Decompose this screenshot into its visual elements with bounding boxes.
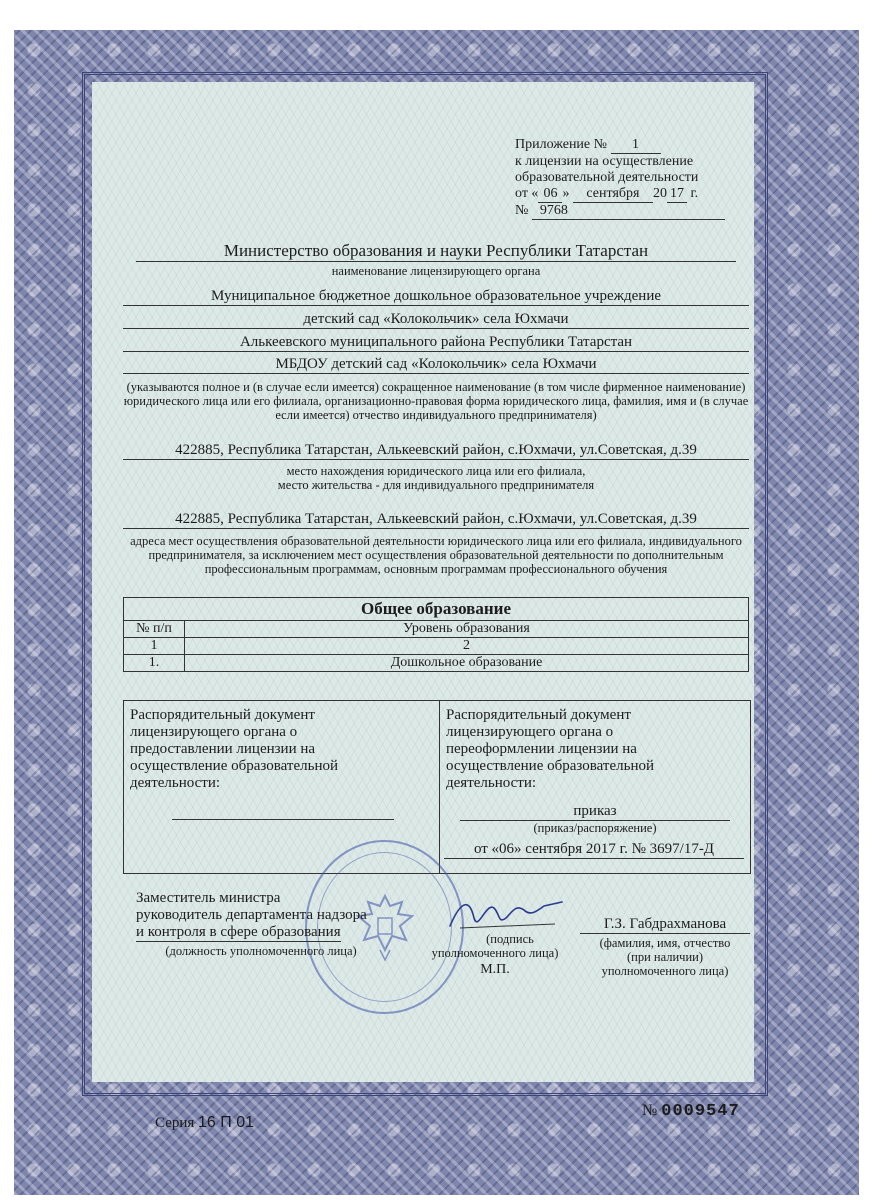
index-col2: 2 [185,638,749,655]
reissue-document-text: Распорядительный документ лицензирующего органа о переоформлении лицензии на осуществление образовательной деятельности: [446,707,654,791]
date-prefix: от « [515,186,539,201]
reissue-order: от «06» сентября 2017 г. № 3697/17-Д [444,841,744,859]
signer-name: Г.З. Габдрахманова [580,916,750,934]
licensee-caption: (указываются полное и (в случае если имеется) сокращенное наименование (в том числе фирменное наименование) юридического лица или его филиала, организационно-правовая форма юридического лица, фамилия, имя и (в случае если имеется) отчество индивидуального предпринимателя) [123,380,749,422]
year-suffix: 17 [667,186,687,203]
appendix-line2: к лицензии на осуществление [515,154,694,169]
position-line2: руководитель департамента надзора [136,907,367,923]
form-number-value: 0009547 [661,1102,740,1121]
form-number-label: № [642,1102,658,1119]
table-index-row [124,638,749,655]
row-level: Дошкольное образование [185,655,749,672]
sign-caption2: уполномоченного лица) [431,946,559,960]
form-number [642,1102,740,1121]
table-title: Общее образование [124,598,749,621]
index-col1: 1 [124,638,185,655]
table-row [124,655,749,672]
series-label: Серия [155,1115,195,1131]
licensee-line2: детский сад «Колокольчик» села Юхмачи [123,310,749,329]
header-level: Уровень образования [185,621,749,638]
reissue-document [440,701,750,873]
location-caption2: место жительства - для индивидуального предпринимателя [277,478,595,492]
grant-document-blank [172,819,394,820]
date-day: 06 [538,186,562,203]
date-month: сентября [573,186,653,203]
appendix-number: 1 [611,137,661,154]
licensee-line4: МБДОУ детский сад «Колокольчик» села Юхмачи [123,355,749,374]
appendix-label: Приложение № [515,137,607,152]
reissue-type-caption: (приказ/распоряжение) [533,821,657,835]
reissue-type: приказ [460,803,730,821]
signer-position [136,890,406,942]
seal-label: М.П. [480,962,510,977]
position-caption: (должность уполномоченного лица) [165,944,357,958]
licensee-line3: Алькеевского муниципального района Республики Татарстан [123,333,749,352]
position-line3: и контроля в сфере образования [136,924,341,940]
name-caption2: (при наличии) [626,950,704,964]
appendix-line3: образовательной деятельности [515,170,699,185]
admin-documents [123,700,751,874]
authority-name: Министерство образования и науки Республики Татарстан [136,241,736,262]
reg-label: № [515,203,529,218]
row-number: 1. [124,655,185,672]
activity-caption: адреса мест осуществления образовательной деятельности юридического лица или его филиала, индивидуального предпринимателя, за исключением мест осуществления образовательной деятельности по дополнительным профессиональным программам, основным программам профессионального обучения [130,534,742,576]
activity-address: 422885, Республика Татарстан, Алькеевский район, с.Юхмачи, ул.Советская, д.39 [123,510,749,529]
name-caption1: (фамилия, имя, отчество [599,936,731,950]
reg-number: 9768 [532,203,725,220]
education-table [123,597,749,672]
appendix-header [515,137,750,220]
authority-caption: наименование лицензирующего органа [331,264,541,278]
handwritten-signature-icon [440,888,570,938]
location-address: 422885, Республика Татарстан, Алькеевский район, с.Юхмачи, ул.Советская, д.39 [123,441,749,460]
name-caption3: уполномоченного лица) [601,964,729,978]
header-number: № п/п [124,621,185,638]
table-title-row [124,598,749,621]
year-end: г. [690,186,699,201]
position-line1: Заместитель министра [136,890,281,906]
location-caption1: место нахождения юридического лица или его филиала, [286,464,586,478]
sign-caption1: (подпись [486,932,534,946]
series [155,1114,254,1132]
table-header-row [124,621,749,638]
licensee-line1: Муниципальное бюджетное дошкольное образовательное учреждение [123,287,749,306]
date-mid: » [562,186,570,201]
grant-document-text: Распорядительный документ лицензирующего органа о предоставлении лицензии на осуществление образовательной деятельности: [130,707,338,791]
year-prefix: 20 [652,186,667,201]
series-value: 16 П 01 [198,1114,255,1131]
